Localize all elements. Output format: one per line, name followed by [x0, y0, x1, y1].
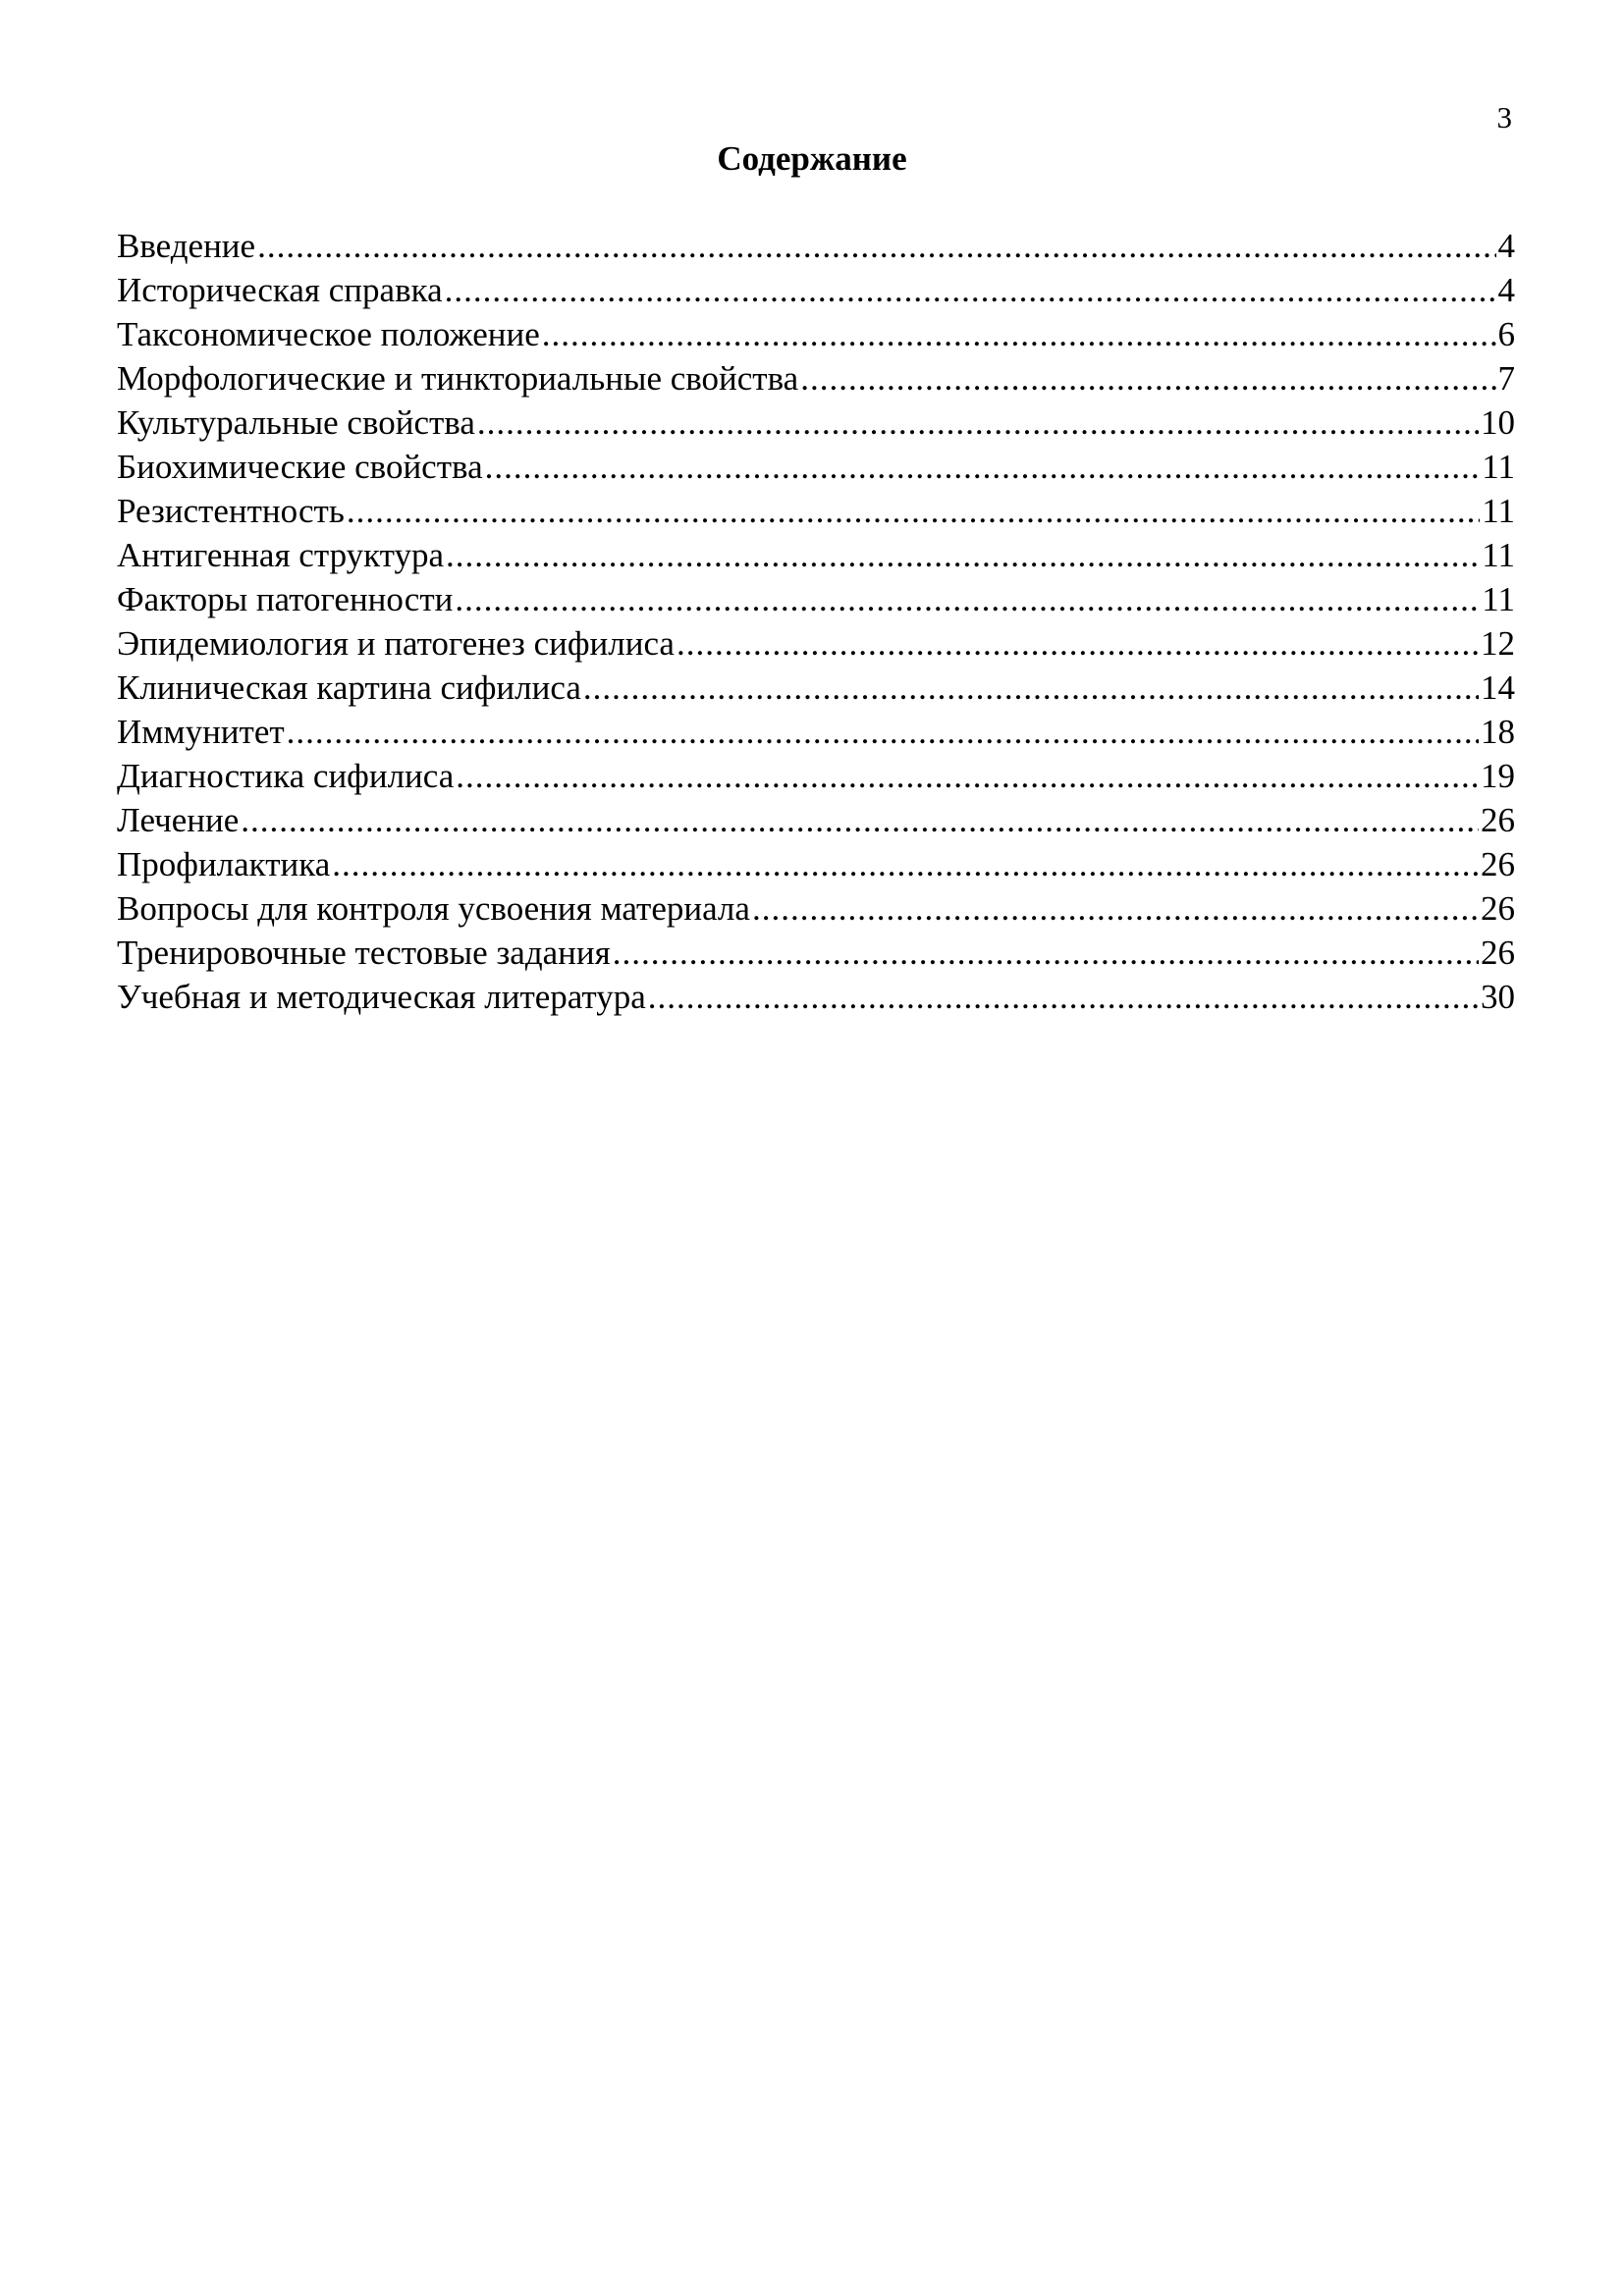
toc-entry[interactable] [117, 445, 1515, 489]
toc-entry[interactable] [117, 533, 1515, 577]
toc-entry-page: 11 [1482, 492, 1515, 530]
toc-entry-label: Антигенная структура [117, 536, 445, 574]
toc-dot-leader [445, 268, 1496, 312]
toc-title: Содержание [717, 139, 907, 178]
toc-dot-leader [455, 577, 1480, 621]
toc-dot-leader [456, 754, 1479, 798]
toc-entry[interactable] [117, 224, 1515, 268]
toc-entry-page: 26 [1481, 934, 1515, 972]
toc-dot-leader [477, 400, 1479, 445]
toc-entry-label: Диагностика сифилиса [117, 757, 455, 795]
toc-entry-label: Историческая справка [117, 271, 443, 309]
toc-entry-label: Таксономическое положение [117, 315, 540, 353]
toc-dot-leader [677, 621, 1479, 666]
toc-entry[interactable] [117, 754, 1515, 798]
toc-entry-label: Тренировочные тестовые задания [117, 934, 611, 972]
toc-entry-page: 19 [1481, 757, 1515, 795]
toc-entry-label: Резистентность [117, 492, 345, 530]
toc-entry-page: 6 [1497, 315, 1515, 353]
toc-entry-page: 7 [1497, 359, 1515, 398]
toc-entry[interactable] [117, 268, 1515, 312]
toc-entry-label: Клиническая картина сифилиса [117, 668, 581, 707]
toc-dot-leader [257, 224, 1495, 268]
toc-entry-label: Профилактика [117, 845, 331, 883]
toc-entry-page: 4 [1497, 227, 1515, 265]
toc-entry-page: 11 [1482, 448, 1515, 486]
toc-entry[interactable] [117, 798, 1515, 842]
toc-entry[interactable] [117, 356, 1515, 400]
toc-dot-leader [613, 931, 1479, 975]
toc-entry-label: Лечение [117, 801, 240, 839]
toc-entry-label: Морфологические и тинкториальные свойства [117, 359, 799, 398]
toc-entry[interactable] [117, 710, 1515, 754]
toc-entry-label: Учебная и методическая литература [117, 978, 646, 1016]
toc-entry-page: 30 [1481, 978, 1515, 1016]
toc-entry[interactable] [117, 312, 1515, 356]
toc-entry-page: 11 [1482, 536, 1515, 574]
toc-dot-leader [332, 842, 1479, 886]
toc-entry[interactable] [117, 931, 1515, 975]
toc-dot-leader [752, 886, 1479, 931]
toc-dot-leader [583, 666, 1479, 710]
toc-dot-leader [485, 445, 1481, 489]
toc-dot-leader [347, 489, 1480, 533]
toc-entry-label: Вопросы для контроля усвоения материала [117, 889, 750, 928]
toc-entry-page: 18 [1481, 713, 1515, 751]
toc-entry-page: 10 [1481, 403, 1515, 442]
toc-dot-leader [241, 798, 1479, 842]
toc-entry[interactable] [117, 400, 1515, 445]
toc-entry-label: Факторы патогенности [117, 580, 454, 618]
toc-entry-label: Введение [117, 227, 256, 265]
toc-entry[interactable] [117, 489, 1515, 533]
toc-entry[interactable] [117, 577, 1515, 621]
toc-entry-label: Культуральные свойства [117, 403, 475, 442]
toc-dot-leader [446, 533, 1480, 577]
toc-entry-label: Иммунитет [117, 713, 285, 751]
toc-entry-page: 26 [1481, 845, 1515, 883]
page-number: 3 [1496, 100, 1512, 134]
toc-dot-leader [287, 710, 1479, 754]
toc-entry-page: 26 [1481, 889, 1515, 928]
toc-entry[interactable] [117, 621, 1515, 666]
toc-dot-leader [542, 312, 1496, 356]
toc-entry-label: Биохимические свойства [117, 448, 483, 486]
toc-entry-page: 4 [1497, 271, 1515, 309]
toc-dot-leader [648, 975, 1479, 1019]
toc-entry-page: 26 [1481, 801, 1515, 839]
toc-entry-page: 12 [1481, 624, 1515, 663]
toc-entry[interactable] [117, 842, 1515, 886]
toc-entry-label: Эпидемиология и патогенез сифилиса [117, 624, 675, 663]
toc-entry-page: 14 [1481, 668, 1515, 707]
table-of-contents [117, 224, 1515, 1019]
toc-dot-leader [800, 356, 1495, 400]
toc-entry[interactable] [117, 666, 1515, 710]
toc-entry[interactable] [117, 975, 1515, 1019]
toc-entry[interactable] [117, 886, 1515, 931]
toc-entry-page: 11 [1482, 580, 1515, 618]
